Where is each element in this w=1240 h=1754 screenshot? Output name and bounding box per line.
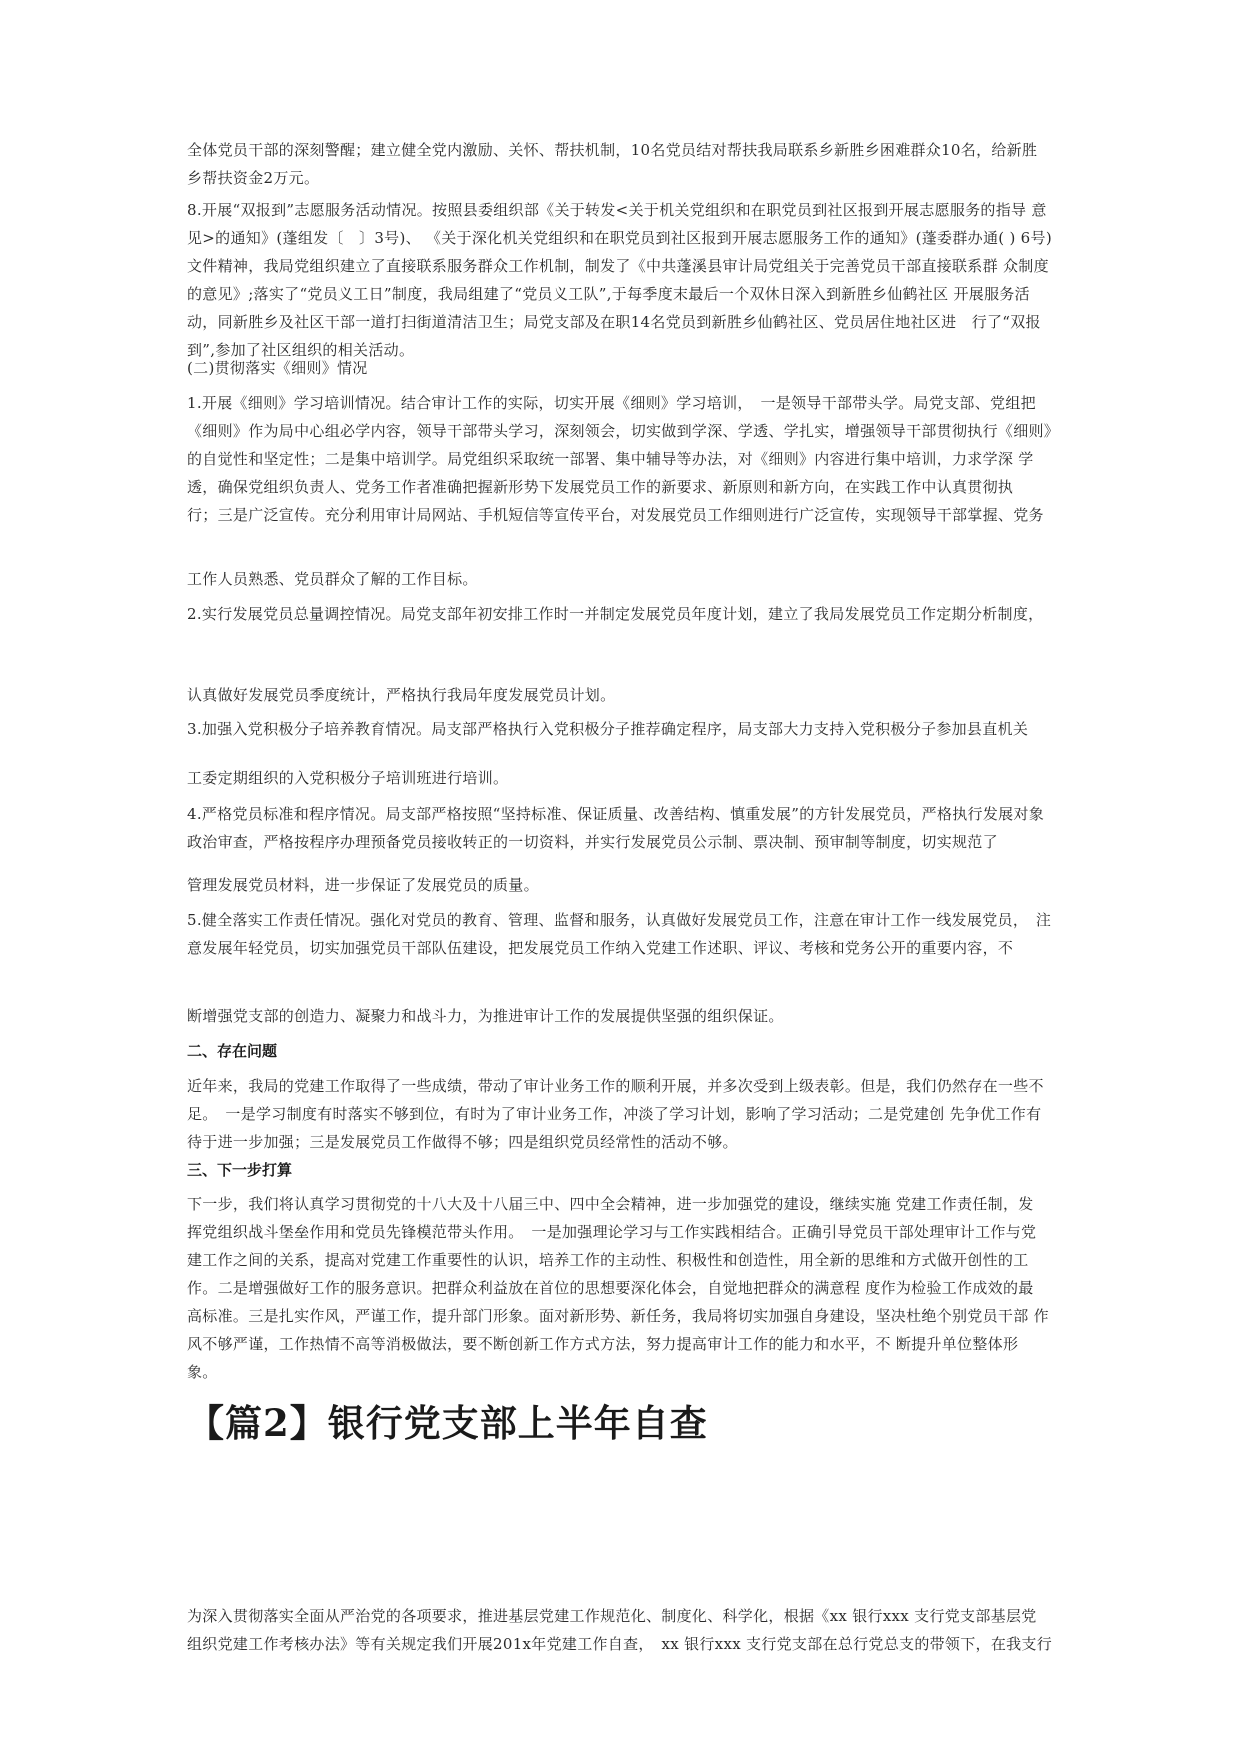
paragraph-self-inspection: 为深入贯彻落实全面从严治党的各项要求，推进基层党建工作规范化、制度化、科学化，根据《xx 银行xxx 支行党支部基层党 组织党建工作考核办法》等有关规定我们开展201x年党建工作自查， xx 银行xxx 支行党支部在总行党总支的带领下，在我支行 — [187, 1607, 1053, 1653]
paragraph-activist-training: 3.加强入党积极分子培养教育情况。局支部严格执行入党积极分子推荐确定程序，局支部大力支持入党积极分子参加县直机关 — [187, 720, 1029, 738]
paragraph-training: 1.开展《细则》学习培训情况。结合审计工作的实际，切实开展《细则》学习培训， 一是领导干部带头学。局党支部、党组把《细则》作为局中心组必学内容，领导干部带头学习，深刻领会，切实做到学深、学透、学扎实，增强领导干部贯彻执行《细则》的自觉性和坚定性；二是集中培训学。局党组织采取统一部署、集中辅导等办法，对《细则》内容进行集中培训，力求学深 学透，确保党组织负责人、党务工作者准确把握新形势下发展党员工作的新要求、新原则和新方向，在实践工作中认真贯彻执 行；三是广泛宣传。充分利用审计局网站、手机短信等宣传平台，对发展党员工作细则进行广泛宣传，实现领导干部掌握、党务 — [187, 394, 1052, 524]
paragraph-party-assistance: 全体党员干部的深刻警醒；建立健全党内激励、关怀、帮扶机制，10名党员结对帮扶我局联系乡新胜乡困难群众10名，给新胜 乡帮扶资金2万元。 — [187, 141, 1038, 187]
paragraph-work-goal: 工作人员熟悉、党员群众了解的工作目标。 — [187, 570, 478, 588]
paragraph-next-steps: 下一步，我们将认真学习贯彻党的十八大及十八届三中、四中全会精神，进一步加强党的建设，继续实施 党建工作责任制，发 挥党组织战斗堡垒作用和党员先锋模范带头作用。 一是加强理论学习与工作实践相结合。正确引导党员干部处理审计工作与党 建工作之间的关系，提高对党建工作重要性的认识，培养工作的主动性、积极性和创造性，用全新的思维和方式做开创性的工 作。二是增强做好工作的服务意识。把群众利益放在首位的思想要深化体会，自觉地把群众的满意程 度作为检验工作成效的最 高标准。三是扎实作风，严谨工作，提升部门形象。面对新形势、新任务，我局将切实加强自身建设，坚决杜绝个别党员干部 作风不够严谨，工作热情不高等消极做法，要不断创新工作方式方法，努力提高审计工作的能力和水平，不 断提升单位整体形 象。 — [187, 1195, 1049, 1381]
paragraph-training-class: 工委定期组织的入党积极分子培训班进行培训。 — [187, 769, 509, 787]
article-title: 【篇2】银行党支部上半年自查 — [187, 1401, 708, 1445]
paragraph-double-registration: 8.开展“双报到”志愿服务活动情况。按照县委组织部《关于转发<关于机关党组织和在职党员到社区报到开展志愿服务的指导 意见>的通知》(蓬组发〔 〕3号)、 《关于深化机关党组织和在职党员到社区报到开展志愿服务工作的通知》(蓬委群办通( ) 6号)文件精神，我局党组织建立了直接联系服务群众工作机制，制发了《中共蓬溪县审计局党组关于完善党员干部直接联系群 众制度的意见》;落实了“党员义工日”制度，我局组建了“党员义工队”,于每季度末最后一个双休日深入到新胜乡仙鹤社区 开展服务活动，同新胜乡及社区干部一道打扫街道清洁卫生；局党支部及在职14名党员到新胜乡仙鹤社区、党员居住地社区进 行了“双报到”,参加了社区组织的相关活动。 — [187, 201, 1052, 359]
paragraph-responsibility: 5.健全落实工作责任情况。强化对党员的教育、管理、监督和服务，认真做好发展党员工作，注意在审计工作一线发展党员， 注意发展年轻党员，切实加强党员干部队伍建设，把发展党员工作纳入党建工作述职、评议、考核和党务公开的重要内容，不 — [187, 911, 1052, 957]
paragraph-quality: 管理发展党员材料，进一步保证了发展党员的质量。 — [187, 876, 539, 894]
heading-existing-problems: 二、存在问题 — [187, 1042, 278, 1060]
section-heading-implementation: (二)贯彻落实《细则》情况 — [187, 359, 368, 377]
paragraph-quarterly-stats: 认真做好发展党员季度统计，严格执行我局年度发展党员计划。 — [187, 686, 616, 704]
heading-next-steps: 三、下一步打算 — [187, 1161, 293, 1179]
paragraph-quota-control: 2.实行发展党员总量调控情况。局党支部年初安排工作时一并制定发展党员年度计划，建立了我局发展党员工作定期分析制度， — [187, 605, 1044, 623]
paragraph-problems: 近年来，我局的党建工作取得了一些成绩，带动了审计业务工作的顺利开展，并多次受到上级表彰。但是，我们仍然存在一些不足。 一是学习制度有时落实不够到位，有时为了审计业务工作，冲淡了学习计划，影响了学习活动；二是党建创 先争优工作有 待于进一步加强；三是发展党员工作做得不够；四是组织党员经常性的活动不够。 — [187, 1077, 1044, 1151]
paragraph-organization-guarantee: 断增强党支部的创造力、凝聚力和战斗力，为推进审计工作的发展提供坚强的组织保证。 — [187, 1007, 784, 1025]
paragraph-standards: 4.严格党员标准和程序情况。局支部严格按照“坚持标准、保证质量、改善结构、慎重发展”的方针发展党员，严格执行发展对象政治审查，严格按程序办理预备党员接收转正的一切资料，并实行发展党员公示制、票决制、预审制等制度，切实规范了 — [187, 805, 1045, 851]
